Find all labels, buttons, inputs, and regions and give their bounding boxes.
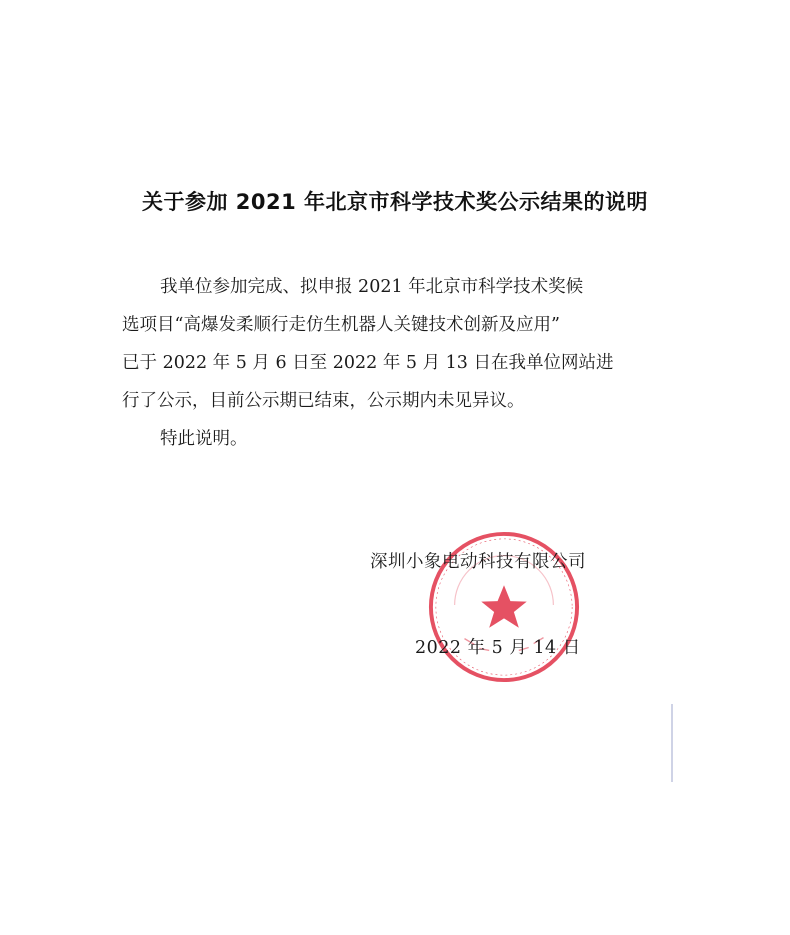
scan-artifact-line: [671, 704, 673, 782]
paragraph-2-line-1: 特此说明。: [160, 429, 248, 449]
paragraph-1-line-4: 行了公示，目前公示期已结束，公示期内未见异议。: [122, 391, 525, 411]
document-title: 关于参加 2021 年北京市科学技术奖公示结果的说明: [141, 190, 649, 214]
seal-star-icon: [481, 585, 526, 627]
paragraph-1-line-1: 我单位参加完成、拟申报 2021 年北京市科学技术奖候: [160, 277, 584, 297]
paragraph-1: [122, 268, 682, 420]
company-name: 深圳小象电动科技有限公司: [370, 552, 586, 572]
paragraph-2: [122, 420, 682, 458]
paragraph-1-line-3: 已于 2022 年 5 月 6 日至 2022 年 5 月 13 日在我单位网站进: [122, 353, 614, 373]
paragraph-1-line-2: 选项目“高爆发柔顺行走仿生机器人关键技术创新及应用”: [122, 315, 560, 335]
document-date: 2022 年 5 月 14 日: [415, 638, 581, 658]
